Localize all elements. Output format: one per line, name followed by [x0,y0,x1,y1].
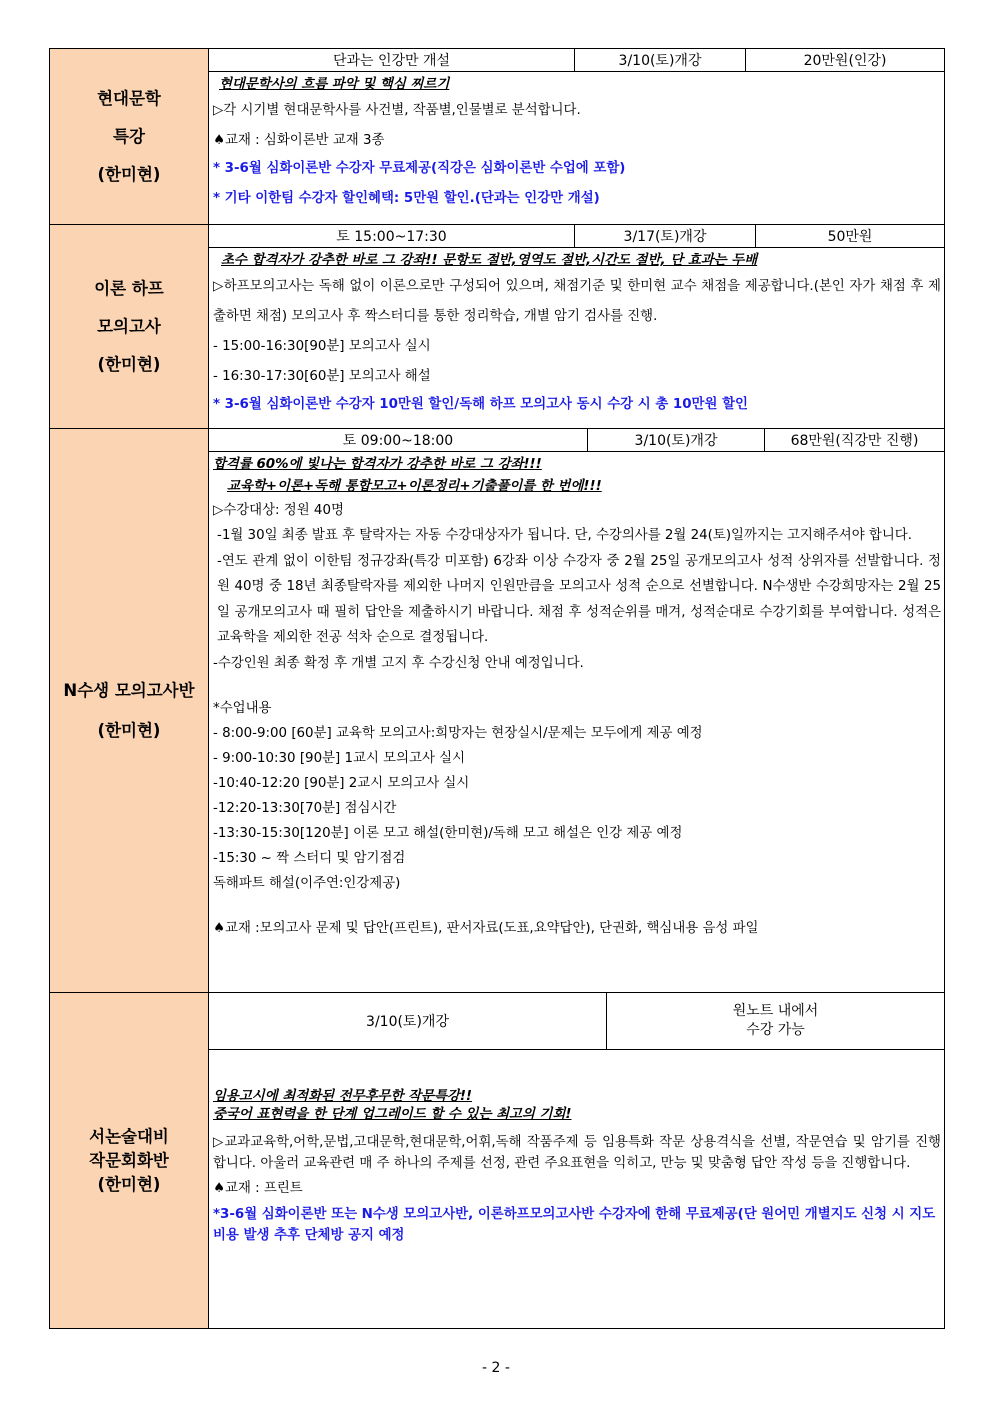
schedule-item: 독해파트 해설(이주연:인강제공) [213,875,401,891]
course-heading: 현대문학사의 흐름 파악 및 핵심 찌르기 [219,77,450,92]
course-detail [209,993,945,1329]
schedule-item: -15:30 ~ 짝 스터디 및 암기점검 [213,850,406,866]
page-number: - 2 - [482,1360,510,1376]
label-line: N수생 모의고사반 [63,680,195,700]
access-line: 원노트 내에서 [732,1003,819,1019]
label-line: 현대문학 [97,88,161,108]
label-line: (한미현) [97,1174,161,1194]
target-students: ▷수강대상: 정원 40명 [213,503,344,518]
label-line: 이론 하프 [94,278,164,298]
course-row-theory-half-mock [50,225,945,429]
eligibility-paragraph: -수강인원 최종 확정 후 개별 고지 후 수강신청 안내 예정입니다. [213,655,584,671]
course-info-row [209,993,944,1050]
course-label [50,429,209,993]
course-info-row [209,225,944,248]
course-detail [209,225,945,429]
course-access [607,993,945,1050]
course-type: 단과는 인강만 개설 [209,49,575,72]
course-description: ▷각 시기별 현대문학사를 사건별, 작품별,인물별로 분석합니다. [213,103,581,118]
course-price: 50만원 [756,225,945,248]
label-line: (한미현) [97,720,161,740]
schedule-item: - 9:00-10:30 [90분] 1교시 모의고사 실시 [213,750,466,766]
label-line: 작문회화반 [89,1150,169,1170]
label-line: 특강 [113,126,145,146]
course-heading: 중국어 표현력을 한 단계 업그레이드 할 수 있는 최고의 기회! [213,1107,572,1122]
course-table-page [49,48,945,1329]
textbook: ♠교재 : 프린트 [213,1181,303,1196]
course-label [50,993,209,1329]
schedule-item: -10:40-12:20 [90분] 2교시 모의고사 실시 [213,775,470,791]
start-date: 3/10(토)개강 [209,993,607,1050]
schedule-item: - 16:30-17:30[60분] 모의고사 해설 [213,369,431,384]
course-heading: 교육학+이론+독해 통합모고+이론정리+기출풀이를 한 번에!!! [227,479,602,494]
course-info-row [209,429,944,452]
course-price: 68만원(직강만 진행) [765,429,945,452]
schedule-item: - 15:00-16:30[90분] 모의고사 실시 [213,339,431,354]
course-info-row [209,49,944,72]
textbook: ♠교재 :모의고사 문제 및 답안(프린트), 판서자료(도표,요약답안), 단권화, 핵심내용 음성 파일 [213,920,759,936]
discount-note: *3-6월 심화이론반 또는 N수생 모의고사반, 이론하프모의고사반 수강자에 한해 무료제공(단 원어민 개별지도 신청 시 지도비용 발생 추후 단체방 공지 예정 [213,1207,936,1243]
schedule-item: -13:30-15:30[120분] 이론 모고 해설(한미현)/독해 모고 해설은 인강 제공 예정 [213,825,683,841]
eligibility-paragraph: -1월 30일 최종 발표 후 탈락자는 자동 수강대상자가 됩니다. 단, 수강의사를 2월 24(토)일까지는 고지해주셔야 합니다. [217,528,912,543]
label-line: (한미현) [97,354,161,374]
course-table [49,48,945,1329]
discount-note: * 3-6월 심화이론반 수강자 무료제공(직강은 심화이론반 수업에 포함) [213,161,626,176]
course-description: ▷교과교육학,어학,문법,고대문학,현대문학,어휘,독해 작품주제 등 임용특화 작문 상용격식을 선별, 작문연습 및 암기를 진행합니다. 아울러 교육관련 매 주 하나의 주제를 선정, 관련 주요표현을 익히고, 만능 및 맞춤형 답안 작성 등을 진행합니다. [213,1135,941,1171]
textbook: ♠교재 : 심화이론반 교재 3종 [213,133,385,148]
label-line: (한미현) [97,164,161,184]
discount-note: * 3-6월 심화이론반 수강자 10만원 할인/독해 하프 모의고사 동시 수강 시 총 10만원 할인 [213,397,748,412]
course-price: 20만원(인강) [746,49,945,72]
course-label [50,49,209,225]
course-detail [209,49,945,225]
label-line: 서논술대비 [89,1126,169,1146]
start-date: 3/10(토)개강 [588,429,765,452]
start-date: 3/10(토)개강 [575,49,746,72]
course-schedule: 토 15:00~17:30 [209,225,575,248]
course-description: ▷하프모의고사는 독해 없이 이론으로만 구성되어 있으며, 채점기준 및 한미현 교수 채점을 제공합니다.(본인 자가 채점 후 제출하면 채점) 모의고사 후 짝스터디를 통한 정리학습, 개별 암기 검사를 진행. [213,279,941,324]
course-heading: 임용고시에 최적화된 전무후무한 작문특강!! [213,1089,473,1104]
eligibility-paragraph: -연도 관계 없이 이한팀 정규강좌(특강 미포함) 6강좌 이상 수강자 중 2월 25일 공개모의고사 성적 상위자를 선발합니다. 정원 40명 중 18년 최종탈락자를 제외한 나머지 인원만큼을 모의고사 성적 순으로 선별합니다. N수생반 수강희망자는 2월 25일 공개모의고사 때 필히 답안을 제출하시기 바랍니다. 채점 후 성적순위를 매겨, 성적순대로 수강기회를 부여합니다. 성적은 교육학을 제외한 전공 석차 순으로 결정됩니다. [217,553,941,645]
course-heading: 합격률 60%에 빛나는 합격자가 강추한 바로 그 강좌!!! [213,457,542,472]
schedule-item: - 8:00-9:00 [60분] 교육학 모의고사:희망자는 현장실시/문제는 모두에게 제공 예정 [213,725,703,741]
course-row-modern-literature [50,49,945,225]
course-schedule: 토 09:00~18:00 [209,429,588,452]
discount-note: * 기타 이한팀 수강자 할인혜택: 5만원 할인.(단과는 인강만 개설) [213,191,600,206]
course-detail [209,429,945,993]
schedule-item: -12:20-13:30[70분] 점심시간 [213,800,397,816]
course-heading: 초수 합격자가 강추한 바로 그 강좌!! 문항도 절반,영역도 절반,시간도 절반, 단 효과는 두배 [221,253,758,268]
course-label [50,225,209,429]
course-row-writing-conversation [50,993,945,1329]
label-line: 모의고사 [97,316,161,336]
access-line: 수강 가능 [746,1022,805,1038]
start-date: 3/17(토)개강 [575,225,756,248]
course-row-n-mock-exam [50,429,945,993]
content-title: *수업내용 [213,700,272,716]
